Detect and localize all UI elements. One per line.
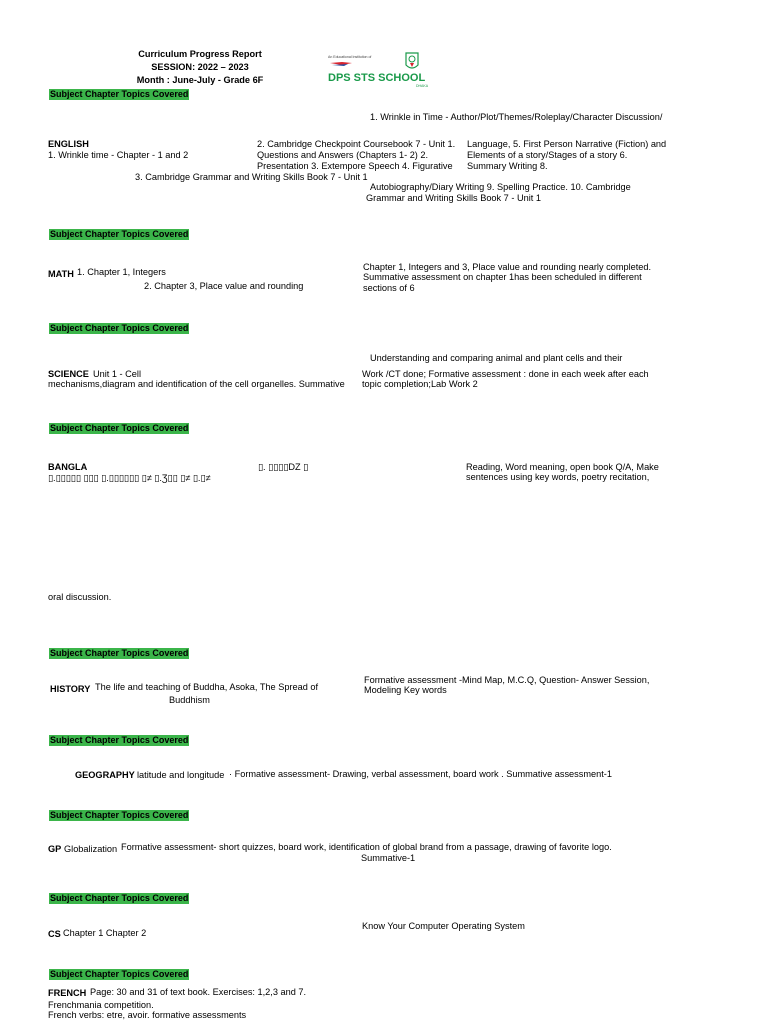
english-topics-r4: Autobiography/Diary Writing 9. Spelling Practice. 10. Cambridge xyxy=(370,182,631,192)
french-chapters-l2: Frenchmania competition. xyxy=(48,1000,154,1010)
math-chapters-l2: 2. Chapter 3, Place value and rounding xyxy=(144,281,304,291)
gp-chapters: Globalization xyxy=(64,844,118,854)
english-chapters-l1: 1. Wrinkle time - Chapter - 1 and 2 xyxy=(48,150,189,160)
english-chapters-l2: 3. Cambridge Grammar and Writing Skills Book 7 - Unit 1 xyxy=(135,172,368,182)
gp-topics-r2: Summative-1 xyxy=(361,853,416,863)
science-topics-r0: Understanding and comparing animal and plant cells and their xyxy=(370,353,623,363)
english-topics-r1: Language, 5. First Person Narrative (Fiction) and xyxy=(467,139,667,149)
session-label: SESSION: 2022 – 2023 xyxy=(151,62,249,72)
english-chapters-m2: Questions and Answers (Chapters 1- 2) 2. xyxy=(257,150,429,160)
subject-math: MATH xyxy=(48,269,74,279)
bangla-chapters-m1: ▯. ▯▯▯▯DZ ▯ xyxy=(258,462,309,472)
english-topics-r0: 1. Wrinkle in Time - Author/Plot/Themes/Roleplay/Character Discussion/ xyxy=(370,112,663,122)
section-header-science: Subject Chapter Topics Covered xyxy=(50,323,189,333)
section-header-geography: Subject Chapter Topics Covered xyxy=(50,735,189,745)
history-topics-r1: Formative assessment -Mind Map, M.C.Q, Question- Answer Session, xyxy=(364,675,650,685)
section-header-french: Subject Chapter Topics Covered xyxy=(50,969,189,979)
history-topics-r2: Modeling Key words xyxy=(364,685,447,695)
subject-french: FRENCH xyxy=(48,988,87,998)
school-logo xyxy=(326,51,430,89)
section-header-bangla: Subject Chapter Topics Covered xyxy=(50,423,189,433)
geography-chapters: latitude and longitude xyxy=(137,770,225,780)
section-header-gp: Subject Chapter Topics Covered xyxy=(50,810,189,820)
logo-tagline: An Educational Institution of xyxy=(328,55,372,59)
logo-sub: DHAKA xyxy=(416,84,429,88)
english-chapters-m1: 2. Cambridge Checkpoint Coursebook 7 - Unit 1. xyxy=(257,139,456,149)
science-chapters-l2: mechanisms,diagram and identification of the cell organelles. Summative xyxy=(48,379,345,389)
subject-cs: CS xyxy=(48,929,61,939)
french-chapters-l1: Page: 30 and 31 of text book. Exercises: 1,2,3 and 7. xyxy=(90,987,307,997)
science-topics-r1: Work /CT done; Formative assessment : done in each week after each xyxy=(362,369,649,379)
science-topics-r2: topic completion;Lab Work 2 xyxy=(362,379,478,389)
subject-geography: GEOGRAPHY xyxy=(75,770,135,780)
report-title: Curriculum Progress Report xyxy=(138,49,262,59)
math-topics-r2: Summative assessment on chapter 1has been scheduled in different xyxy=(363,272,642,282)
english-topics-r5: Grammar and Writing Skills Book 7 - Unit 1 xyxy=(366,193,541,203)
bangla-topics-r1: Reading, Word meaning, open book Q/A, Make xyxy=(466,462,659,472)
math-topics-r3: sections of 6 xyxy=(363,283,415,293)
cs-chapters: Chapter 1 Chapter 2 xyxy=(63,928,147,938)
science-chapters-l1: Unit 1 - Cell xyxy=(93,369,141,379)
bangla-chapters-l1: ▯.▯▯▯▯▯ ▯▯▯ ▯.▯▯▯▯▯▯ ▯≠ ▯.Ʒ▯▯ ▯≠ ▯.▯≠ xyxy=(48,473,211,483)
subject-history: HISTORY xyxy=(50,684,91,694)
section-header-english: Subject Chapter Topics Covered xyxy=(50,89,189,99)
logo-name: DPS STS SCHOOL xyxy=(328,72,426,84)
section-header-cs: Subject Chapter Topics Covered xyxy=(50,893,189,903)
month-grade-label: Month : June-July - Grade 6F xyxy=(136,75,264,85)
subject-science: SCIENCE xyxy=(48,369,89,379)
english-topics-r2: Elements of a story/Stages of a story 6. xyxy=(467,150,628,160)
french-chapters-l3: French verbs: etre, avoir. formative assessments xyxy=(48,1010,247,1020)
subject-english: ENGLISH xyxy=(48,139,89,149)
geography-topics: · Formative assessment- Drawing, verbal assessment, board work . Summative assessment-1 xyxy=(229,769,612,779)
subject-gp: GP xyxy=(48,844,62,854)
bangla-topics-r2: sentences using key words, poetry recitation, xyxy=(466,472,650,482)
history-chapters-l1: The life and teaching of Buddha, Asoka, The Spread of xyxy=(95,682,319,692)
math-topics-r1: Chapter 1, Integers and 3, Place value and rounding nearly completed. xyxy=(363,262,652,272)
section-header-math: Subject Chapter Topics Covered xyxy=(50,229,189,239)
gp-topics-r1: Formative assessment- short quizzes, board work, identification of global brand from a passage, drawing of favorite logo. xyxy=(121,842,612,852)
bangla-topics-l3: oral discussion. xyxy=(48,592,112,602)
subject-bangla: BANGLA xyxy=(48,462,88,472)
section-header-history: Subject Chapter Topics Covered xyxy=(50,648,189,658)
math-chapters-l1: 1. Chapter 1, Integers xyxy=(77,267,166,277)
cs-topics: Know Your Computer Operating System xyxy=(362,921,525,931)
english-chapters-m3: Presentation 3. Extempore Speech 4. Figurative xyxy=(257,161,453,171)
english-topics-r3: Summary Writing 8. xyxy=(467,161,548,171)
history-chapters-l2: Buddhism xyxy=(169,695,210,705)
